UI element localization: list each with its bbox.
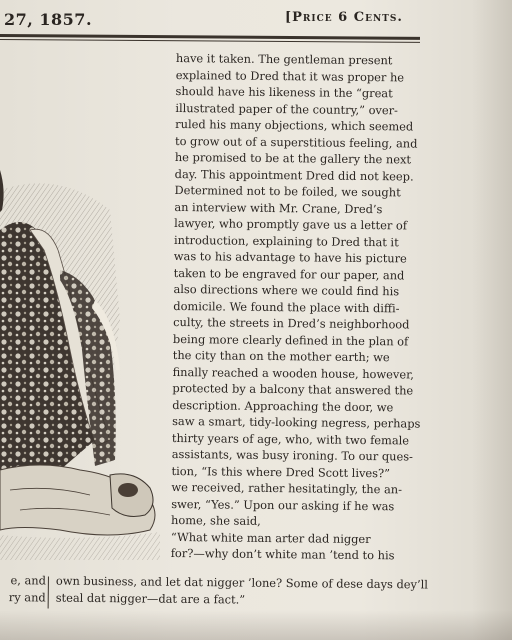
article-line: being more clearly defined in the plan of: [172, 331, 409, 348]
article-line: culty, the streets in Dred’s neighborhood: [173, 314, 410, 332]
header-rule-thin: [0, 39, 420, 43]
footer-text-line: own business, and let dat nigger ’lone? Some of dese days dey’ll: [55, 573, 428, 592]
article-line: description. Approaching the door, we: [172, 397, 394, 414]
article-line: protected by a balcony that answered the: [172, 380, 414, 398]
article-line: to grow out of a superstitious feeling, and: [174, 133, 418, 151]
article-line: explained to Dred that it was proper he: [175, 67, 405, 84]
page-bottom-shadow: [0, 610, 512, 640]
page-edge-shadow: [472, 0, 512, 640]
column-divider: [48, 577, 49, 609]
article-line: should have his likeness in the “great: [175, 83, 393, 101]
article-line: domicile. We found the place with diffi-: [173, 298, 400, 315]
quote-line: for?—why don’t white man ’tend to his: [170, 545, 395, 563]
article-line: thirty years of age, who, with two female: [171, 430, 410, 447]
left-column-fragment: ry and: [8, 590, 46, 605]
left-column-fragment: e, and: [10, 573, 46, 588]
article-line: swer, “Yes.” Upon our asking if he was: [171, 496, 395, 513]
article-line: introduction, explaining to Dred that it: [173, 232, 399, 249]
footer-lines: [0, 572, 500, 607]
article-line: taken to be engraved for our paper, and: [173, 265, 405, 282]
article-line: ruled his many objections, which seemed: [175, 116, 414, 134]
article-line: was to his advantage to have his picture: [173, 248, 407, 266]
article-line: day. This appointment Dred did not keep.: [174, 166, 414, 183]
footer-text-line: steal dat nigger—dat are a fact.”: [55, 590, 246, 607]
article-line: illustrated paper of the country,” over-: [175, 100, 399, 117]
page-header: [0, 8, 512, 30]
article-line: home, she said,: [171, 512, 261, 528]
quote-line: “What white man arter dad nigger: [170, 529, 371, 546]
article-line: Determined not to be foiled, we sought: [174, 182, 401, 200]
article-line: finally reached a wooden house, however,: [172, 364, 415, 382]
issue-date: 27, 1857.: [4, 10, 93, 29]
issue-price: [Price 6 Cents.: [285, 10, 403, 25]
quoted-speech: [171, 528, 433, 564]
engraving-illustration: [0, 170, 170, 560]
article-line: also directions where we could find his: [173, 281, 400, 299]
article-line: the city than on the mother earth; we: [172, 347, 390, 365]
article-line: tion, “Is this where Dred Scott lives?”: [171, 463, 391, 480]
article-line: he promised to be at the gallery the next: [174, 149, 412, 167]
article-line: have it taken. The gentleman present: [175, 50, 393, 68]
article-line: lawyer, who promptly gave us a letter of: [174, 215, 408, 233]
article-line: we received, rather hesitatingly, the an-: [171, 479, 403, 497]
article-line: an interview with Mr. Crane, Dred’s: [174, 199, 383, 216]
article-line: assistants, was busy ironing. To our ques-: [171, 446, 414, 464]
article-line: saw a smart, tidy-looking negress, perhaps: [172, 413, 421, 431]
article-column: [171, 50, 438, 564]
